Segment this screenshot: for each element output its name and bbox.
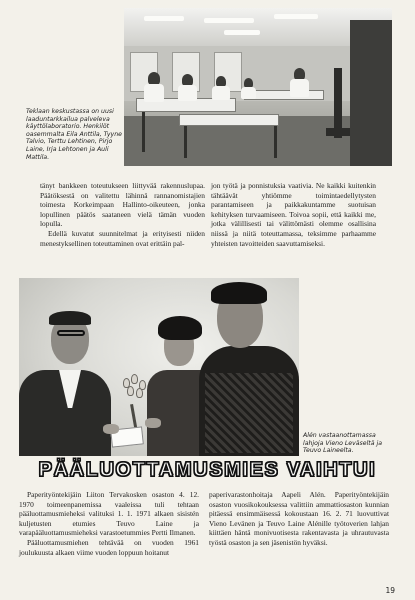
article-bottom-column-2 — [209, 490, 389, 548]
article-top-column-1 — [40, 181, 205, 248]
article-headline: PÄÄLUOTTAMUSMIES VAIHTUI — [38, 459, 377, 481]
middle-photo-caption: Alén vastaanottamassa lahjoja Vieno Leväseltä ja Teuvo Laineelta. — [303, 432, 382, 455]
article-bottom-column-1 — [19, 490, 199, 557]
top-photo-caption: Teklaan keskustassa on uusi laaduntarkkailua palveleva käyttölaboratorio. Henkilöt oasemmalta Eila Anttila, Tyyne Talvio, Terttu Lehtinen, Pirjo Laine, Irja Lehtonen ja Auli Mattila. — [26, 108, 122, 161]
paragraph: Edellä kuvatut suunnitelmat ja erityisesti niiden menestyksellinen toteuttaminen ovat erittäin pal- — [40, 228, 205, 248]
article-top-column-2 — [211, 181, 376, 248]
gift-presentation-photo — [19, 278, 299, 456]
paragraph: Pääluottamusmiehen tehtävää on vuoden 1961 joulukuusta alkaen viime vuoden loppuun hoitanut — [19, 537, 199, 557]
paragraph: jon työtä ja ponnistuksia vaativia. Ne kaikki kuitenkin tähtäävät yhtiömme toimintaedellytysten parantamiseen ja paikkakuntamme suotuisan kehityksen turvaamiseen. Toivoa sopii, että kaikki me, jotka välillisesti tai välittömästi olemme osallisina niissä ja niitä toteuttamassa, teksimme parhaamme yhteisten tavoitteiden saavuttamiseksi. — [211, 181, 376, 248]
paragraph: paperivarastonhoitaja Aapeli Alén. Paperityöntekijäin osaston vuosikokouksessa valittiin ammattiosaston kunnian pitäessä ensimmäisessä kokoustaan 16. 2. 71 luovuttivat Vieno Levänen ja Teuvo Laine Alénille työtoverien lahjan kiittäen häntä monivuotisesta rakentavasta ja uhrautuvasta työstä osaston ja sen jäsenistön hyväksi. — [209, 490, 389, 547]
page-number: 19 — [385, 586, 395, 595]
paragraph: tänyt bankkeen toteutukseen liittyvää rakennuslupaa. Päätöksestä on valitettu lähinnä rannanomistajien toimesta Korkeimpaan Hallinto-oikeuteen, jonka lopullinen päätös saataneen vielä tämän vuoden lopulla. — [40, 181, 205, 229]
paragraph: Paperityöntekijäin Liiton Tervakosken osaston 4. 12. 1970 toimeenpanemissa vaaleissa tuli tehtaan pääluottamusmieheksi valituksi 1. 1. 1971 alkaen sisistén kuljetusten etumies Teuvo Laine ja varapääluottamusmieheksi varastoetummies Pertti Ilmanen. — [19, 490, 199, 538]
laboratory-photo — [124, 8, 392, 166]
